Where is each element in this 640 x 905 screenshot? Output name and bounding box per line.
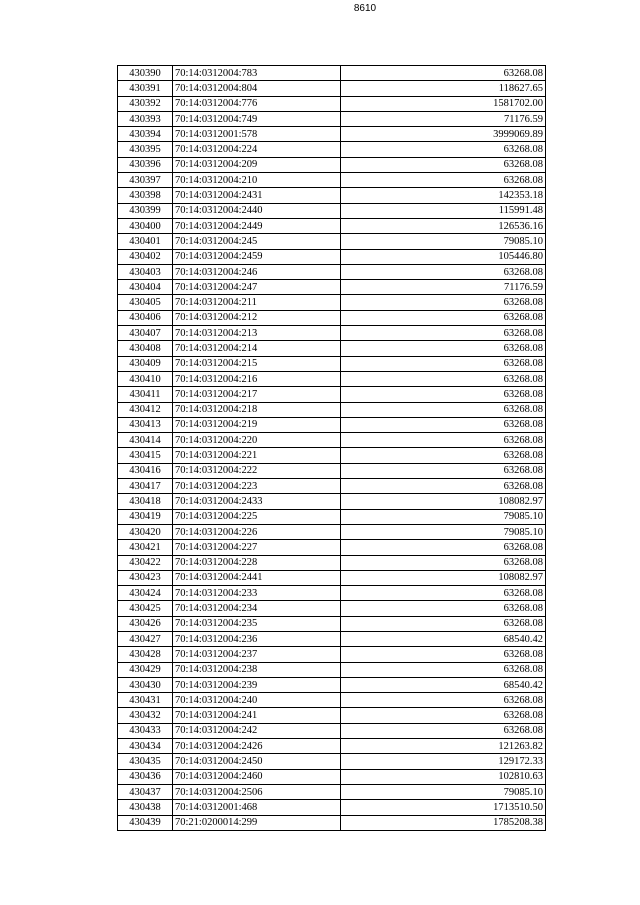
table-row [118, 96, 546, 111]
cadastral-value: 105446.80 [341, 249, 546, 264]
cadastral-value: 63268.08 [341, 173, 546, 188]
cadastral-number: 70:14:0312004:224 [173, 142, 341, 157]
table-row [118, 111, 546, 126]
table-row [118, 769, 546, 784]
table-row [118, 463, 546, 478]
table-row [118, 800, 546, 815]
row-number: 430415 [118, 448, 173, 463]
row-number: 430391 [118, 81, 173, 96]
cadastral-number: 70:14:0312004:2459 [173, 249, 341, 264]
row-number: 430393 [118, 111, 173, 126]
row-number: 430390 [118, 66, 173, 81]
cadastral-number: 70:14:0312004:222 [173, 463, 341, 478]
row-number: 430410 [118, 371, 173, 386]
cadastral-number: 70:21:0200014:299 [173, 815, 341, 830]
row-number: 430401 [118, 234, 173, 249]
cadastral-number: 70:14:0312004:218 [173, 402, 341, 417]
row-number: 430411 [118, 387, 173, 402]
cadastral-value: 63268.08 [341, 66, 546, 81]
table-row [118, 708, 546, 723]
cadastral-number: 70:14:0312004:240 [173, 693, 341, 708]
cadastral-value: 71176.59 [341, 280, 546, 295]
table-row [118, 157, 546, 172]
row-number: 430395 [118, 142, 173, 157]
table-row [118, 249, 546, 264]
table-row [118, 570, 546, 585]
row-number: 430408 [118, 341, 173, 356]
cadastral-value: 63268.08 [341, 417, 546, 432]
row-number: 430424 [118, 586, 173, 601]
table-row [118, 555, 546, 570]
cadastral-value: 63268.08 [341, 310, 546, 325]
table-row [118, 127, 546, 142]
row-number: 430435 [118, 754, 173, 769]
registry-table-body [118, 66, 546, 831]
row-number: 430409 [118, 356, 173, 371]
table-row [118, 524, 546, 539]
cadastral-number: 70:14:0312004:223 [173, 479, 341, 494]
cadastral-number: 70:14:0312004:2431 [173, 188, 341, 203]
table-row [118, 479, 546, 494]
row-number: 430439 [118, 815, 173, 830]
cadastral-value: 63268.08 [341, 586, 546, 601]
cadastral-value: 63268.08 [341, 555, 546, 570]
cadastral-number: 70:14:0312004:217 [173, 387, 341, 402]
cadastral-number: 70:14:0312004:2506 [173, 784, 341, 799]
cadastral-value: 79085.10 [341, 234, 546, 249]
table-row [118, 509, 546, 524]
cadastral-number: 70:14:0312004:2433 [173, 494, 341, 509]
row-number: 430417 [118, 479, 173, 494]
cadastral-value: 63268.08 [341, 540, 546, 555]
cadastral-value: 63268.08 [341, 693, 546, 708]
cadastral-value: 79085.10 [341, 509, 546, 524]
table-row [118, 264, 546, 279]
table-row [118, 280, 546, 295]
row-number: 430425 [118, 601, 173, 616]
row-number: 430434 [118, 739, 173, 754]
row-number: 430421 [118, 540, 173, 555]
table-row [118, 723, 546, 738]
table-row [118, 815, 546, 830]
table-row [118, 784, 546, 799]
table-row [118, 188, 546, 203]
table-row [118, 433, 546, 448]
table-row [118, 310, 546, 325]
cadastral-number: 70:14:0312004:216 [173, 371, 341, 386]
table-row [118, 203, 546, 218]
row-number: 430392 [118, 96, 173, 111]
cadastral-number: 70:14:0312004:211 [173, 295, 341, 310]
cadastral-value: 121263.82 [341, 739, 546, 754]
row-number: 430426 [118, 616, 173, 631]
row-number: 430427 [118, 631, 173, 646]
cadastral-value: 126536.16 [341, 218, 546, 233]
cadastral-number: 70:14:0312001:468 [173, 800, 341, 815]
row-number: 430433 [118, 723, 173, 738]
cadastral-value: 63268.08 [341, 433, 546, 448]
table-row [118, 66, 546, 81]
table-row [118, 693, 546, 708]
cadastral-value: 63268.08 [341, 264, 546, 279]
cadastral-value: 63268.08 [341, 448, 546, 463]
cadastral-number: 70:14:0312004:219 [173, 417, 341, 432]
cadastral-number: 70:14:0312004:237 [173, 647, 341, 662]
cadastral-value: 63268.08 [341, 157, 546, 172]
row-number: 430398 [118, 188, 173, 203]
cadastral-value: 63268.08 [341, 341, 546, 356]
row-number: 430399 [118, 203, 173, 218]
row-number: 430412 [118, 402, 173, 417]
row-number: 430407 [118, 326, 173, 341]
cadastral-value: 68540.42 [341, 631, 546, 646]
row-number: 430437 [118, 784, 173, 799]
cadastral-number: 70:14:0312004:212 [173, 310, 341, 325]
table-row [118, 142, 546, 157]
cadastral-number: 70:14:0312004:213 [173, 326, 341, 341]
cadastral-value: 118627.65 [341, 81, 546, 96]
cadastral-number: 70:14:0312004:226 [173, 524, 341, 539]
cadastral-number: 70:14:0312004:221 [173, 448, 341, 463]
cadastral-number: 70:14:0312004:234 [173, 601, 341, 616]
cadastral-number: 70:14:0312001:578 [173, 127, 341, 142]
cadastral-value: 63268.08 [341, 142, 546, 157]
row-number: 430404 [118, 280, 173, 295]
table-row [118, 448, 546, 463]
row-number: 430402 [118, 249, 173, 264]
cadastral-number: 70:14:0312004:210 [173, 173, 341, 188]
cadastral-number: 70:14:0312004:247 [173, 280, 341, 295]
cadastral-value: 63268.08 [341, 295, 546, 310]
table-row [118, 601, 546, 616]
cadastral-number: 70:14:0312004:228 [173, 555, 341, 570]
cadastral-value: 102810.63 [341, 769, 546, 784]
cadastral-number: 70:14:0312004:242 [173, 723, 341, 738]
row-number: 430438 [118, 800, 173, 815]
cadastral-number: 70:14:0312004:776 [173, 96, 341, 111]
row-number: 430414 [118, 433, 173, 448]
cadastral-number: 70:14:0312004:749 [173, 111, 341, 126]
cadastral-value: 63268.08 [341, 326, 546, 341]
table-row [118, 402, 546, 417]
cadastral-number: 70:14:0312004:233 [173, 586, 341, 601]
cadastral-value: 63268.08 [341, 708, 546, 723]
table-row [118, 647, 546, 662]
cadastral-number: 70:14:0312004:2449 [173, 218, 341, 233]
cadastral-value: 63268.08 [341, 616, 546, 631]
row-number: 430397 [118, 173, 173, 188]
cadastral-value: 63268.08 [341, 371, 546, 386]
row-number: 430436 [118, 769, 173, 784]
table-row [118, 356, 546, 371]
table-row [118, 295, 546, 310]
table-row [118, 341, 546, 356]
table-row [118, 739, 546, 754]
table-row [118, 326, 546, 341]
cadastral-value: 63268.08 [341, 387, 546, 402]
row-number: 430430 [118, 677, 173, 692]
cadastral-value: 63268.08 [341, 723, 546, 738]
row-number: 430394 [118, 127, 173, 142]
cadastral-value: 63268.08 [341, 662, 546, 677]
cadastral-value: 63268.08 [341, 356, 546, 371]
cadastral-number: 70:14:0312004:236 [173, 631, 341, 646]
cadastral-number: 70:14:0312004:215 [173, 356, 341, 371]
table-row [118, 173, 546, 188]
cadastral-number: 70:14:0312004:2426 [173, 739, 341, 754]
row-number: 430406 [118, 310, 173, 325]
page-number: 8610 [353, 3, 377, 14]
cadastral-number: 70:14:0312004:220 [173, 433, 341, 448]
cadastral-number: 70:14:0312004:238 [173, 662, 341, 677]
cadastral-number: 70:14:0312004:804 [173, 81, 341, 96]
cadastral-number: 70:14:0312004:225 [173, 509, 341, 524]
cadastral-value: 68540.42 [341, 677, 546, 692]
cadastral-value: 108082.97 [341, 494, 546, 509]
cadastral-number: 70:14:0312004:783 [173, 66, 341, 81]
cadastral-number: 70:14:0312004:2441 [173, 570, 341, 585]
table-row [118, 677, 546, 692]
row-number: 430413 [118, 417, 173, 432]
table-row [118, 387, 546, 402]
row-number: 430405 [118, 295, 173, 310]
cadastral-value: 1581702.00 [341, 96, 546, 111]
table-row [118, 371, 546, 386]
cadastral-number: 70:14:0312004:214 [173, 341, 341, 356]
row-number: 430428 [118, 647, 173, 662]
cadastral-number: 70:14:0312004:209 [173, 157, 341, 172]
cadastral-number: 70:14:0312004:241 [173, 708, 341, 723]
cadastral-value: 79085.10 [341, 524, 546, 539]
row-number: 430429 [118, 662, 173, 677]
cadastral-value: 142353.18 [341, 188, 546, 203]
table-row [118, 540, 546, 555]
cadastral-value: 63268.08 [341, 479, 546, 494]
cadastral-value: 1785208.38 [341, 815, 546, 830]
cadastral-number: 70:14:0312004:245 [173, 234, 341, 249]
table-row [118, 754, 546, 769]
row-number: 430420 [118, 524, 173, 539]
table-row [118, 234, 546, 249]
row-number: 430431 [118, 693, 173, 708]
cadastral-number: 70:14:0312004:2450 [173, 754, 341, 769]
cadastral-value: 63268.08 [341, 402, 546, 417]
table-row [118, 218, 546, 233]
cadastral-value: 115991.48 [341, 203, 546, 218]
cadastral-number: 70:14:0312004:2440 [173, 203, 341, 218]
cadastral-value: 63268.08 [341, 601, 546, 616]
cadastral-value: 79085.10 [341, 784, 546, 799]
cadastral-value: 129172.33 [341, 754, 546, 769]
table-row [118, 494, 546, 509]
table-row [118, 631, 546, 646]
table-row [118, 662, 546, 677]
cadastral-number: 70:14:0312004:246 [173, 264, 341, 279]
row-number: 430432 [118, 708, 173, 723]
row-number: 430419 [118, 509, 173, 524]
row-number: 430422 [118, 555, 173, 570]
table-row [118, 417, 546, 432]
cadastral-value: 63268.08 [341, 647, 546, 662]
cadastral-number: 70:14:0312004:2460 [173, 769, 341, 784]
cadastral-value: 71176.59 [341, 111, 546, 126]
table-row [118, 616, 546, 631]
cadastral-value: 3999069.89 [341, 127, 546, 142]
row-number: 430416 [118, 463, 173, 478]
cadastral-value: 108082.97 [341, 570, 546, 585]
table-row [118, 586, 546, 601]
table-row [118, 81, 546, 96]
row-number: 430403 [118, 264, 173, 279]
row-number: 430418 [118, 494, 173, 509]
registry-table [117, 65, 546, 831]
row-number: 430396 [118, 157, 173, 172]
cadastral-value: 1713510.50 [341, 800, 546, 815]
cadastral-number: 70:14:0312004:239 [173, 677, 341, 692]
cadastral-number: 70:14:0312004:227 [173, 540, 341, 555]
cadastral-number: 70:14:0312004:235 [173, 616, 341, 631]
row-number: 430423 [118, 570, 173, 585]
row-number: 430400 [118, 218, 173, 233]
cadastral-value: 63268.08 [341, 463, 546, 478]
